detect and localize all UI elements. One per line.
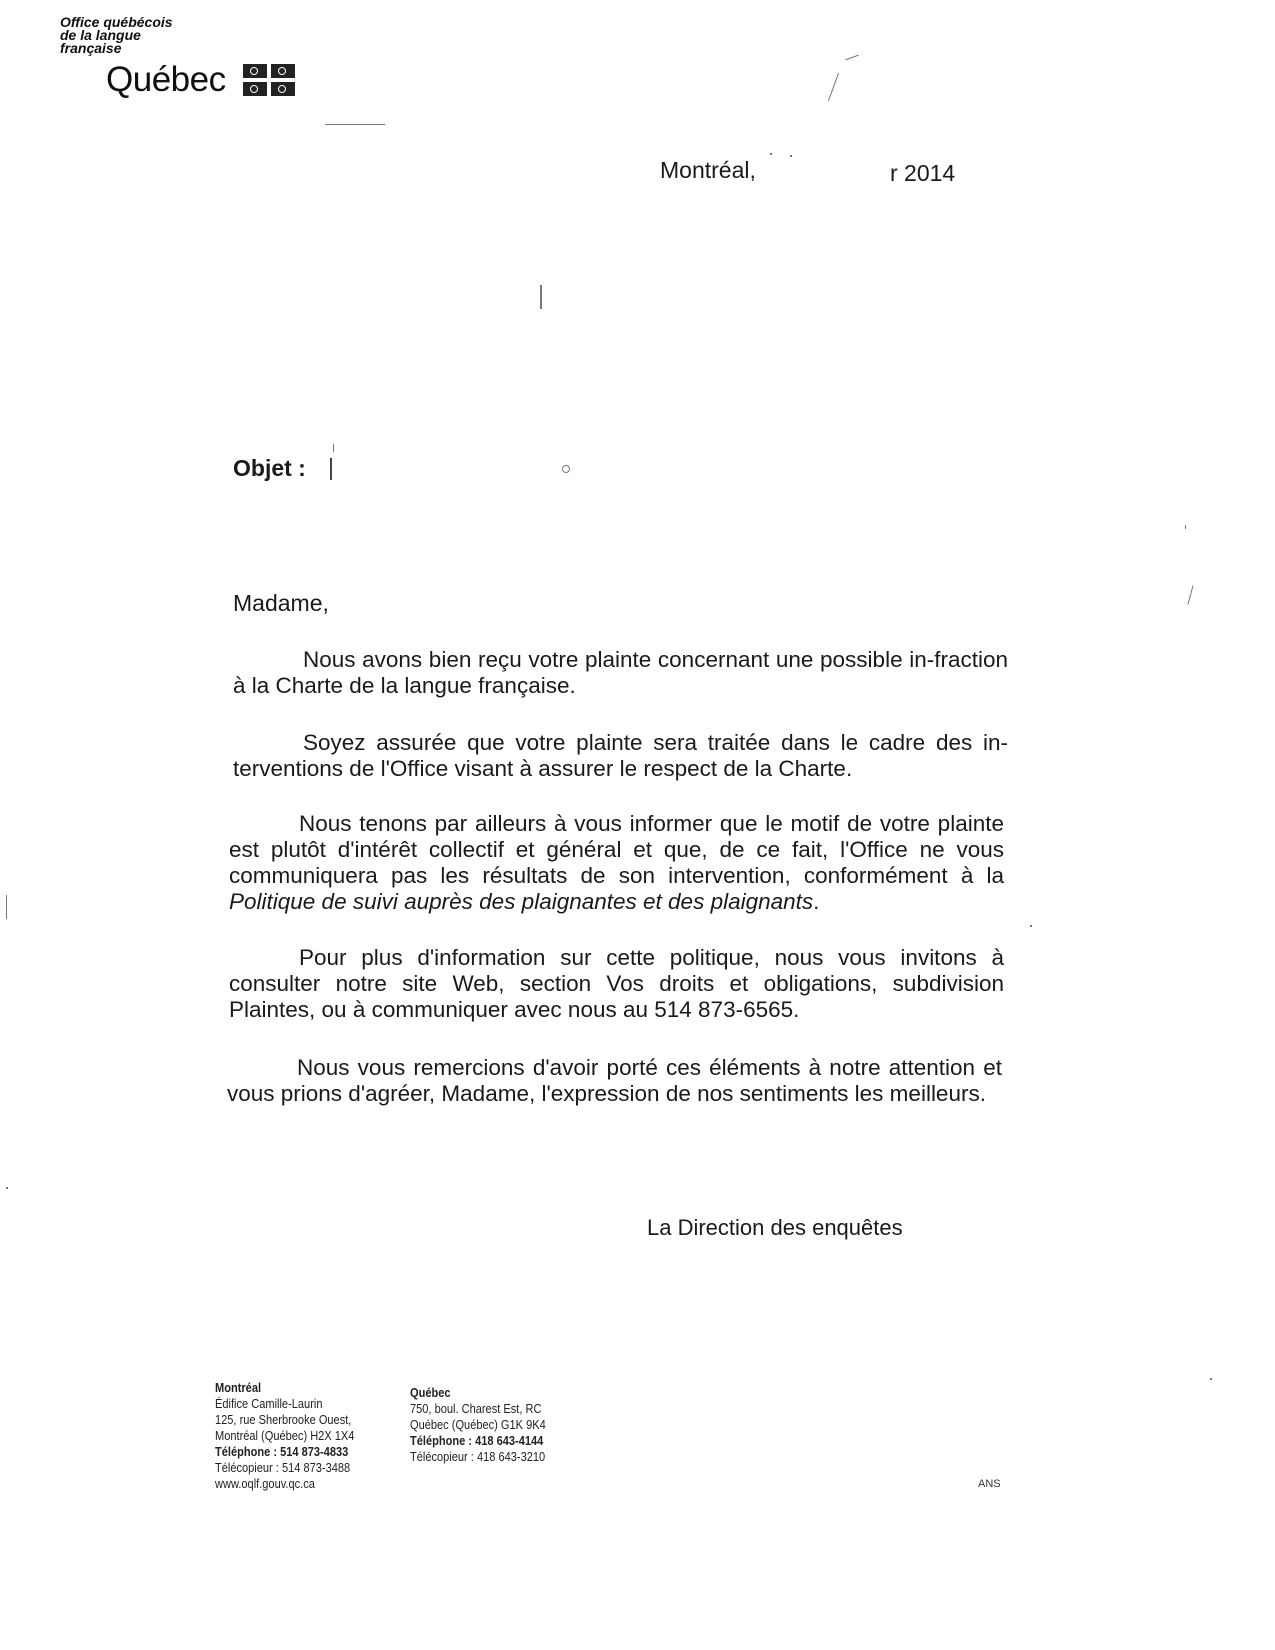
org-name-line2: de la langue bbox=[60, 27, 141, 43]
subject-label: Objet : bbox=[233, 455, 306, 481]
paragraph-2: Soyez assurée que votre plainte sera traitée dans le cadre des in-terventions de l'Office visant à assurer le respect de la Charte. bbox=[233, 730, 1008, 781]
footer-montreal-title: Montréal bbox=[215, 1380, 262, 1395]
paragraph-5: Nous vous remercions d'avoir porté ces éléments à notre attention et vous prions d'agréer, Madame, l'expression de nos sentiments les meilleurs. bbox=[227, 1055, 1002, 1106]
signature: La Direction des enquêtes bbox=[647, 1215, 903, 1240]
footer-quebec-line1: 750, boul. Charest Est, RC bbox=[410, 1401, 542, 1416]
footer-quebec-fax: Télécopieur : 418 643-3210 bbox=[410, 1449, 546, 1464]
footer-montreal-line2: 125, rue Sherbrooke Ouest, bbox=[215, 1412, 352, 1427]
footer-website-link[interactable]: www.oqlf.gouv.qc.ca bbox=[215, 1476, 315, 1491]
letterhead bbox=[60, 16, 173, 55]
salutation: Madame, bbox=[233, 590, 329, 616]
typist-initials: ANS bbox=[978, 1478, 1001, 1490]
footer-montreal-phone: Téléphone : 514 873-4833 bbox=[215, 1444, 349, 1459]
footer-quebec-title: Québec bbox=[410, 1385, 451, 1400]
subject-redaction-mark bbox=[330, 458, 332, 480]
footer-quebec-phone: Téléphone : 418 643-4144 bbox=[410, 1433, 544, 1448]
footer-montreal-line1: Édifice Camille-Laurin bbox=[215, 1396, 323, 1411]
footer-montreal-line3: Montréal (Québec) H2X 1X4 bbox=[215, 1428, 355, 1443]
quebec-wordmark: Québec bbox=[106, 60, 226, 99]
date-year: r 2014 bbox=[890, 160, 956, 186]
paragraph-4: Pour plus d'information sur cette politique, nous vous invitons à consulter notre site Web, section Vos droits et obligations, subdivision Plaintes, ou à communiquer avec nous au 514 873-6565. bbox=[229, 945, 1004, 1022]
footer-quebec-line2: Québec (Québec) G1K 9K4 bbox=[410, 1417, 546, 1432]
org-name-line1: Office québécois bbox=[60, 14, 173, 30]
date-city: Montréal, bbox=[660, 157, 756, 183]
paragraph-1: Nous avons bien reçu votre plainte concernant une possible in-fraction à la Charte de la langue française. bbox=[233, 647, 1008, 698]
policy-title: Politique de suivi auprès des plaignantes et des plaignants bbox=[229, 889, 814, 914]
footer-montreal bbox=[215, 1380, 354, 1492]
footer-quebec bbox=[410, 1385, 546, 1465]
org-name-line3: française bbox=[60, 40, 122, 56]
footer-montreal-fax: Télécopieur : 514 873-3488 bbox=[215, 1460, 351, 1475]
paragraph-3: Nous tenons par ailleurs à vous informer que le motif de votre plainte est plutôt d'intérêt collectif et général et que, de ce fait, l'Office ne vous communiquera pas les résultats de son intervention, conformément à la Politique de suivi auprès des plaignantes et des plaignants. bbox=[229, 811, 1004, 914]
quebec-flag-icon bbox=[243, 64, 295, 96]
